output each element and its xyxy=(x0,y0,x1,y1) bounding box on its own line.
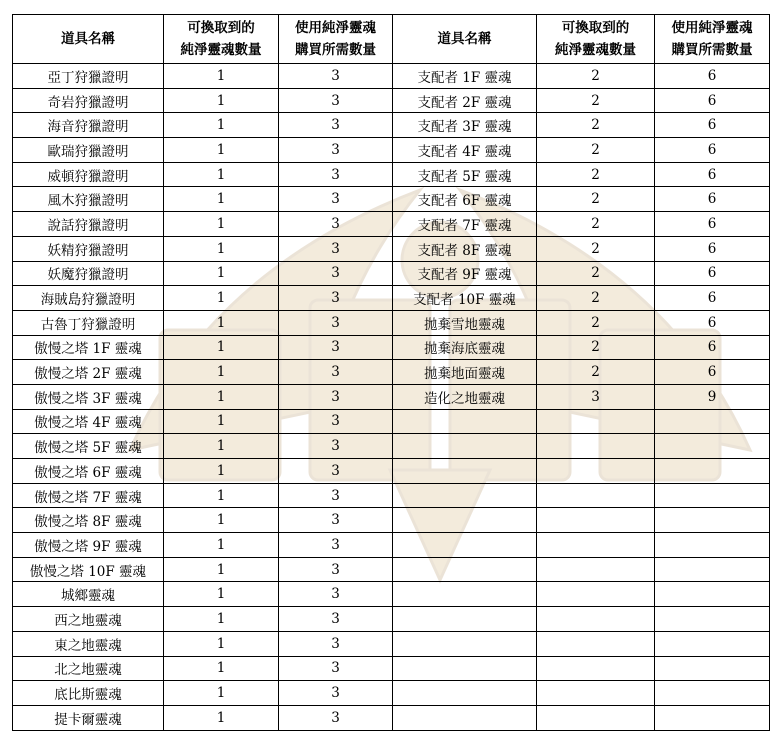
right-souls-obtained xyxy=(537,607,655,632)
right-souls-obtained: 2 xyxy=(537,212,655,237)
right-souls-required xyxy=(655,631,770,656)
left-souls-required: 3 xyxy=(279,64,393,89)
left-souls-required: 3 xyxy=(279,631,393,656)
left-item-name: 歐瑞狩獵證明 xyxy=(13,138,164,163)
left-souls-obtained: 1 xyxy=(164,138,279,163)
table-row xyxy=(13,631,770,656)
right-souls-obtained: 2 xyxy=(537,138,655,163)
left-souls-required: 3 xyxy=(279,483,393,508)
right-souls-required xyxy=(655,459,770,484)
left-souls-obtained: 1 xyxy=(164,187,279,212)
right-souls-required xyxy=(655,409,770,434)
header-souls-obtained-left xyxy=(164,15,279,64)
left-souls-required: 3 xyxy=(279,705,393,730)
left-item-name: 西之地靈魂 xyxy=(13,607,164,632)
left-souls-obtained: 1 xyxy=(164,582,279,607)
header-row xyxy=(13,15,770,64)
left-souls-obtained: 1 xyxy=(164,212,279,237)
right-souls-required xyxy=(655,533,770,558)
table-row xyxy=(13,360,770,385)
right-souls-obtained: 2 xyxy=(537,360,655,385)
table-row xyxy=(13,64,770,89)
left-souls-obtained: 1 xyxy=(164,533,279,558)
left-souls-required: 3 xyxy=(279,360,393,385)
right-souls-obtained xyxy=(537,434,655,459)
left-souls-required: 3 xyxy=(279,409,393,434)
left-item-name: 傲慢之塔 8F 靈魂 xyxy=(13,508,164,533)
table-row xyxy=(13,212,770,237)
header-souls-required-left xyxy=(279,15,393,64)
right-souls-required xyxy=(655,508,770,533)
table-row xyxy=(13,409,770,434)
table-row xyxy=(13,607,770,632)
right-item-name: 造化之地靈魂 xyxy=(393,384,537,409)
left-souls-required: 3 xyxy=(279,88,393,113)
table-row xyxy=(13,656,770,681)
left-souls-required: 3 xyxy=(279,459,393,484)
left-souls-obtained: 1 xyxy=(164,64,279,89)
left-souls-required: 3 xyxy=(279,261,393,286)
right-souls-obtained xyxy=(537,459,655,484)
left-souls-obtained: 1 xyxy=(164,434,279,459)
table-row xyxy=(13,162,770,187)
table-row xyxy=(13,286,770,311)
header-item-name-left: 道具名稱 xyxy=(13,15,164,64)
right-item-name xyxy=(393,508,537,533)
table-row xyxy=(13,261,770,286)
right-souls-required: 6 xyxy=(655,113,770,138)
left-souls-required: 3 xyxy=(279,162,393,187)
right-souls-obtained xyxy=(537,582,655,607)
left-item-name: 說話狩獵證明 xyxy=(13,212,164,237)
left-item-name: 北之地靈魂 xyxy=(13,656,164,681)
table-row xyxy=(13,483,770,508)
table-row xyxy=(13,310,770,335)
right-souls-obtained xyxy=(537,483,655,508)
left-item-name: 奇岩狩獵證明 xyxy=(13,88,164,113)
table-row xyxy=(13,335,770,360)
right-item-name: 支配者 7F 靈魂 xyxy=(393,212,537,237)
right-souls-obtained: 2 xyxy=(537,88,655,113)
table-row xyxy=(13,187,770,212)
left-souls-required: 3 xyxy=(279,681,393,706)
right-souls-required xyxy=(655,483,770,508)
right-souls-obtained: 2 xyxy=(537,335,655,360)
table-row xyxy=(13,384,770,409)
right-souls-obtained: 2 xyxy=(537,236,655,261)
left-souls-obtained: 1 xyxy=(164,508,279,533)
left-item-name: 古魯丁狩獵證明 xyxy=(13,310,164,335)
right-souls-obtained xyxy=(537,409,655,434)
right-souls-required xyxy=(655,582,770,607)
left-souls-obtained: 1 xyxy=(164,335,279,360)
right-item-name: 拋棄海底靈魂 xyxy=(393,335,537,360)
left-item-name: 海音狩獵證明 xyxy=(13,113,164,138)
left-item-name: 傲慢之塔 5F 靈魂 xyxy=(13,434,164,459)
right-item-name: 支配者 3F 靈魂 xyxy=(393,113,537,138)
right-souls-obtained: 3 xyxy=(537,384,655,409)
left-item-name: 傲慢之塔 9F 靈魂 xyxy=(13,533,164,558)
right-item-name: 支配者 9F 靈魂 xyxy=(393,261,537,286)
left-item-name: 城鄉靈魂 xyxy=(13,582,164,607)
right-souls-required: 6 xyxy=(655,261,770,286)
right-item-name xyxy=(393,656,537,681)
left-item-name: 威頓狩獵證明 xyxy=(13,162,164,187)
header-item-name-right: 道具名稱 xyxy=(393,15,537,64)
left-souls-required: 3 xyxy=(279,656,393,681)
table-row xyxy=(13,533,770,558)
left-souls-required: 3 xyxy=(279,335,393,360)
left-souls-required: 3 xyxy=(279,607,393,632)
right-souls-obtained xyxy=(537,705,655,730)
left-souls-obtained: 1 xyxy=(164,631,279,656)
right-item-name xyxy=(393,705,537,730)
right-item-name: 支配者 6F 靈魂 xyxy=(393,187,537,212)
left-souls-required: 3 xyxy=(279,582,393,607)
left-item-name: 傲慢之塔 1F 靈魂 xyxy=(13,335,164,360)
left-souls-required: 3 xyxy=(279,310,393,335)
left-item-name: 亞丁狩獵證明 xyxy=(13,64,164,89)
right-souls-obtained xyxy=(537,557,655,582)
left-souls-obtained: 1 xyxy=(164,656,279,681)
right-item-name xyxy=(393,483,537,508)
table-row xyxy=(13,508,770,533)
header-souls-obtained-right xyxy=(537,15,655,64)
right-souls-obtained: 2 xyxy=(537,187,655,212)
left-item-name: 妖魔狩獵證明 xyxy=(13,261,164,286)
header-souls-obtained-line2: 純淨靈魂數量 xyxy=(180,42,262,58)
left-souls-obtained: 1 xyxy=(164,113,279,138)
right-souls-required xyxy=(655,681,770,706)
right-souls-required: 6 xyxy=(655,64,770,89)
table-row xyxy=(13,557,770,582)
right-item-name xyxy=(393,582,537,607)
header-souls-obtained-line1: 可換取到的 xyxy=(187,20,255,36)
left-item-name: 妖精狩獵證明 xyxy=(13,236,164,261)
right-souls-obtained: 2 xyxy=(537,162,655,187)
left-souls-required: 3 xyxy=(279,434,393,459)
header-souls-obtained-line2: 純淨靈魂數量 xyxy=(555,42,636,58)
left-item-name: 海賊島狩獵證明 xyxy=(13,286,164,311)
right-souls-required: 6 xyxy=(655,212,770,237)
right-souls-required xyxy=(655,656,770,681)
left-item-name: 風木狩獵證明 xyxy=(13,187,164,212)
right-souls-required: 9 xyxy=(655,384,770,409)
right-item-name xyxy=(393,409,537,434)
right-item-name: 支配者 5F 靈魂 xyxy=(393,162,537,187)
right-souls-required: 6 xyxy=(655,138,770,163)
left-souls-obtained: 1 xyxy=(164,162,279,187)
left-item-name: 東之地靈魂 xyxy=(13,631,164,656)
right-souls-required: 6 xyxy=(655,236,770,261)
left-souls-obtained: 1 xyxy=(164,236,279,261)
right-item-name: 支配者 8F 靈魂 xyxy=(393,236,537,261)
right-item-name: 支配者 1F 靈魂 xyxy=(393,64,537,89)
left-souls-obtained: 1 xyxy=(164,310,279,335)
left-souls-required: 3 xyxy=(279,187,393,212)
left-item-name: 傲慢之塔 2F 靈魂 xyxy=(13,360,164,385)
left-item-name: 提卡爾靈魂 xyxy=(13,705,164,730)
right-souls-obtained xyxy=(537,631,655,656)
right-item-name xyxy=(393,681,537,706)
left-souls-obtained: 1 xyxy=(164,409,279,434)
right-souls-required: 6 xyxy=(655,360,770,385)
left-item-name: 底比斯靈魂 xyxy=(13,681,164,706)
table-row xyxy=(13,681,770,706)
left-souls-required: 3 xyxy=(279,113,393,138)
header-souls-obtained-line1: 可換取到的 xyxy=(561,20,630,36)
right-item-name: 支配者 10F 靈魂 xyxy=(393,286,537,311)
right-item-name xyxy=(393,434,537,459)
left-souls-obtained: 1 xyxy=(164,384,279,409)
left-souls-obtained: 1 xyxy=(164,286,279,311)
left-souls-obtained: 1 xyxy=(164,557,279,582)
header-souls-required-line2: 購買所需數量 xyxy=(295,42,376,58)
table-row xyxy=(13,705,770,730)
right-souls-obtained: 2 xyxy=(537,286,655,311)
soul-exchange-table xyxy=(12,14,770,731)
left-item-name: 傲慢之塔 7F 靈魂 xyxy=(13,483,164,508)
left-souls-required: 3 xyxy=(279,286,393,311)
left-souls-required: 3 xyxy=(279,384,393,409)
right-souls-required: 6 xyxy=(655,88,770,113)
right-item-name: 拋棄雪地靈魂 xyxy=(393,310,537,335)
right-souls-required xyxy=(655,705,770,730)
right-souls-required: 6 xyxy=(655,310,770,335)
left-item-name: 傲慢之塔 10F 靈魂 xyxy=(13,557,164,582)
right-souls-required xyxy=(655,434,770,459)
table-row xyxy=(13,88,770,113)
right-souls-obtained xyxy=(537,533,655,558)
right-souls-obtained xyxy=(537,681,655,706)
right-item-name xyxy=(393,607,537,632)
right-souls-obtained xyxy=(537,656,655,681)
right-souls-obtained: 2 xyxy=(537,64,655,89)
left-souls-required: 3 xyxy=(279,138,393,163)
left-item-name: 傲慢之塔 3F 靈魂 xyxy=(13,384,164,409)
left-souls-obtained: 1 xyxy=(164,459,279,484)
right-item-name xyxy=(393,631,537,656)
right-item-name: 支配者 4F 靈魂 xyxy=(393,138,537,163)
left-souls-obtained: 1 xyxy=(164,681,279,706)
left-souls-required: 3 xyxy=(279,212,393,237)
header-souls-required-line1: 使用純淨靈魂 xyxy=(295,20,376,36)
right-item-name: 支配者 2F 靈魂 xyxy=(393,88,537,113)
right-souls-obtained: 2 xyxy=(537,261,655,286)
table-row xyxy=(13,113,770,138)
header-souls-required-line1: 使用純淨靈魂 xyxy=(671,20,753,36)
left-item-name: 傲慢之塔 6F 靈魂 xyxy=(13,459,164,484)
header-souls-required-line2: 購買所需數量 xyxy=(671,42,753,58)
right-souls-required: 6 xyxy=(655,187,770,212)
left-souls-required: 3 xyxy=(279,508,393,533)
right-souls-obtained: 2 xyxy=(537,310,655,335)
right-item-name: 拋棄地面靈魂 xyxy=(393,360,537,385)
table-row xyxy=(13,459,770,484)
table-row xyxy=(13,138,770,163)
table-row xyxy=(13,236,770,261)
right-souls-required: 6 xyxy=(655,335,770,360)
right-souls-required xyxy=(655,557,770,582)
right-souls-required: 6 xyxy=(655,286,770,311)
right-souls-required: 6 xyxy=(655,162,770,187)
left-souls-obtained: 1 xyxy=(164,607,279,632)
left-item-name: 傲慢之塔 4F 靈魂 xyxy=(13,409,164,434)
left-souls-obtained: 1 xyxy=(164,483,279,508)
right-souls-obtained xyxy=(537,508,655,533)
left-souls-obtained: 1 xyxy=(164,360,279,385)
table-row xyxy=(13,582,770,607)
left-souls-obtained: 1 xyxy=(164,705,279,730)
left-souls-obtained: 1 xyxy=(164,261,279,286)
table-row xyxy=(13,434,770,459)
header-souls-required-right xyxy=(655,15,770,64)
left-souls-required: 3 xyxy=(279,236,393,261)
right-souls-obtained: 2 xyxy=(537,113,655,138)
right-item-name xyxy=(393,459,537,484)
left-souls-required: 3 xyxy=(279,557,393,582)
right-item-name xyxy=(393,533,537,558)
left-souls-obtained: 1 xyxy=(164,88,279,113)
right-souls-required xyxy=(655,607,770,632)
left-souls-required: 3 xyxy=(279,533,393,558)
right-item-name xyxy=(393,557,537,582)
